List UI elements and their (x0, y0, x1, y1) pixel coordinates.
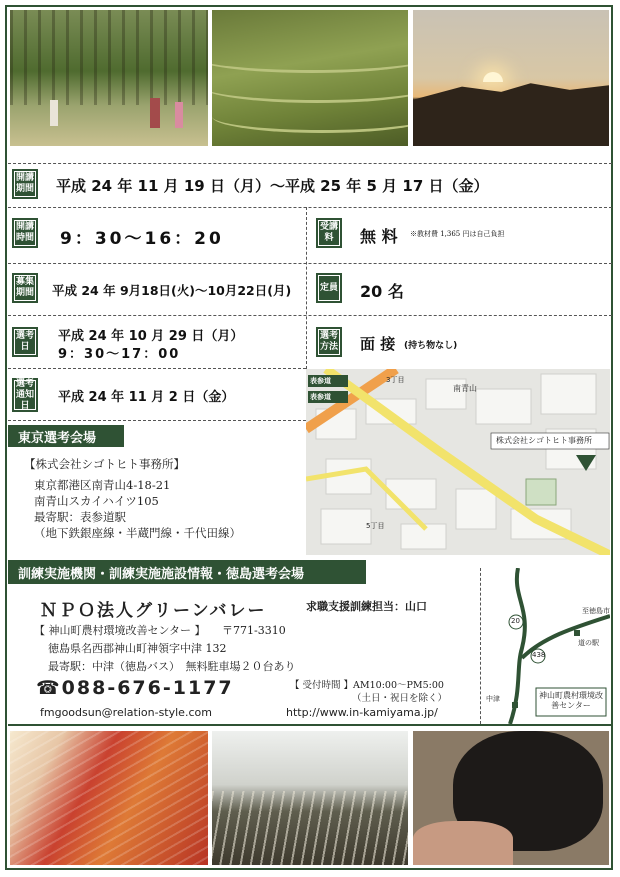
tokyo-lines: （地下鉄銀座線・半蔵門線・千代田線） (34, 526, 241, 540)
reception-hours: 【 受付時間 】AM10:00〜PM5:00 (290, 680, 444, 691)
photo-pampas-grass (212, 731, 408, 865)
website-link[interactable]: http://www.in-kamiyama.jp/ (286, 706, 438, 719)
divider (8, 207, 612, 208)
kamiyama-map (482, 568, 610, 724)
tokyo-address-1: 東京都港区南青山4-18-21 (34, 478, 171, 492)
photo-sunset-mountain (413, 10, 609, 146)
divider (306, 207, 307, 369)
exam-day-time: 9：30〜17：00 (58, 347, 181, 362)
tokyo-company: 【株式会社シゴトヒト事務所】 (24, 457, 185, 471)
org-name: ＮＰＯ法人グリーンバレー (40, 601, 267, 621)
divider (8, 724, 612, 726)
notice-value: 平成 24 年 11 月 2 日（金） (58, 390, 235, 405)
time-badge: 開講時間 (12, 218, 38, 248)
exam-method-badge: 選考方法 (316, 327, 342, 357)
divider (8, 368, 306, 369)
photo-rice-terraces (212, 10, 408, 146)
map-label-direction: 至徳島市 (582, 607, 610, 615)
map-label-omotesando-2: 表参道 (310, 393, 331, 401)
road-438-label: 438 (532, 651, 546, 659)
photo-pug-dog (413, 731, 609, 865)
divider (8, 263, 612, 264)
facility-address: 徳島県名西郡神山町神領字中津 132 (48, 642, 227, 655)
tokyo-station: 最寄駅：表参道駅 (34, 510, 126, 524)
tokushima-section-title: 訓練実施機関・訓練実施施設情報・徳島選考会場 (8, 560, 366, 584)
fee-value: 無 料 (360, 227, 398, 246)
facility-name: 【 神山町農村環境改善センター 】 (34, 624, 206, 637)
map-label-office: 株式会社シゴトヒト事務所 (496, 436, 592, 445)
road-20-label: 20 (511, 617, 520, 625)
time-value: 9：30〜16：20 (60, 229, 224, 249)
fee-badge: 受講料 (316, 218, 342, 248)
photo-dyed-fabric (10, 731, 208, 865)
phone-number[interactable]: ☎088-676-1177 (36, 677, 234, 699)
photo-forest-walk (10, 10, 208, 146)
exam-method-value: 面 接 (360, 335, 396, 353)
facility-station: 最寄駅：中津（徳島バス） 無料駐車場２０台あり (48, 660, 296, 673)
divider (8, 315, 612, 316)
divider (8, 420, 306, 421)
map-label-3chome: 3丁目 (386, 376, 405, 384)
fee-note: ※教材費 1,365 円は自己負担 (410, 230, 505, 238)
email-link[interactable]: fmgoodsun@relation-style.com (40, 706, 212, 719)
map-label-michinoeki: 道の駅 (578, 639, 599, 647)
notice-badge: 選考通知日 (12, 378, 38, 412)
capacity-badge: 定員 (316, 273, 342, 303)
recruit-value: 平成 24 年 9月18日(火)〜10月22日(月) (52, 283, 292, 298)
divider (480, 568, 481, 724)
exam-day-badge: 選考日 (12, 327, 38, 357)
map-label-center: 神山町農村環境改善センター (539, 691, 603, 710)
map-label-5chome: 5丁目 (366, 522, 385, 530)
period-value: 平成 24 年 11 月 19 日（月）〜平成 25 年 5 月 17 日（金） (56, 177, 489, 195)
tokyo-map-graphic (306, 369, 610, 555)
map-label-omotesando: 表参道 (310, 377, 331, 385)
map-label-nakatsu: 中津 (486, 695, 500, 703)
period-badge: 開講期間 (12, 169, 38, 199)
recruit-badge: 募集期間 (12, 273, 38, 303)
map-label-minamiaoyama: 南青山 (453, 384, 477, 393)
tokyo-address-2: 南青山スカイハイツ105 (34, 494, 159, 508)
reception-closed: （土日・祝日を除く） (352, 693, 448, 704)
exam-method-note: (持ち物なし) (404, 341, 458, 351)
postal-code: 〒771-3310 (222, 624, 286, 637)
divider (8, 163, 612, 164)
capacity-value: 20 名 (360, 282, 404, 301)
tokyo-map (306, 369, 610, 555)
exam-day-date: 平成 24 年 10 月 29 日（月） (58, 329, 244, 344)
tokyo-section-title: 東京選考会場 (8, 425, 124, 447)
contact-person: 求職支援訓練担当：山口 (306, 600, 427, 613)
